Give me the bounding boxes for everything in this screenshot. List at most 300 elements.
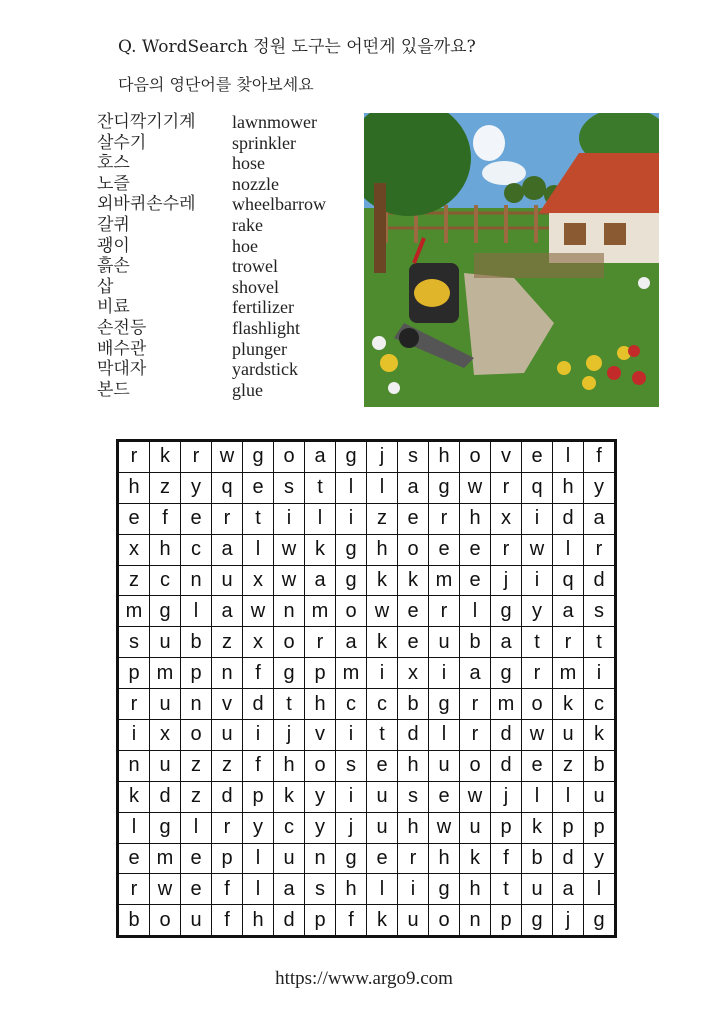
grid-cell[interactable]: h: [119, 473, 149, 503]
grid-cell[interactable]: r: [181, 442, 211, 472]
grid-cell[interactable]: e: [460, 566, 490, 596]
grid-cell[interactable]: z: [181, 782, 211, 812]
grid-cell[interactable]: e: [181, 504, 211, 534]
grid-cell[interactable]: a: [274, 874, 304, 904]
grid-cell[interactable]: s: [274, 473, 304, 503]
grid-cell[interactable]: a: [584, 504, 614, 534]
grid-cell[interactable]: k: [398, 566, 428, 596]
grid-cell[interactable]: u: [150, 689, 180, 719]
korean-word: 배수관: [97, 338, 147, 359]
grid-cell[interactable]: k: [150, 442, 180, 472]
grid-cell[interactable]: o: [522, 689, 552, 719]
grid-cell[interactable]: r: [119, 442, 149, 472]
grid-cell[interactable]: u: [150, 627, 180, 657]
grid-cell[interactable]: u: [212, 720, 242, 750]
grid-cell[interactable]: g: [274, 658, 304, 688]
grid-cell[interactable]: u: [398, 905, 428, 935]
word-item: [97, 236, 326, 257]
grid-cell[interactable]: v: [491, 442, 521, 472]
grid-cell[interactable]: s: [119, 627, 149, 657]
grid-cell[interactable]: w: [212, 442, 242, 472]
english-word: lawnmower: [232, 112, 317, 132]
grid-cell[interactable]: e: [367, 844, 397, 874]
word-item: [97, 277, 326, 298]
grid-cell[interactable]: r: [553, 627, 583, 657]
grid-cell[interactable]: l: [119, 813, 149, 843]
grid-cell[interactable]: i: [243, 720, 273, 750]
grid-cell[interactable]: h: [274, 751, 304, 781]
grid-cell[interactable]: q: [212, 473, 242, 503]
grid-cell[interactable]: o: [305, 751, 335, 781]
grid-cell[interactable]: w: [460, 782, 490, 812]
grid-cell[interactable]: d: [491, 751, 521, 781]
grid-cell[interactable]: h: [398, 813, 428, 843]
english-word: shovel: [232, 276, 279, 297]
grid-cell[interactable]: p: [491, 905, 521, 935]
grid-cell[interactable]: m: [429, 566, 459, 596]
grid-cell[interactable]: t: [367, 720, 397, 750]
grid-cell[interactable]: o: [336, 596, 366, 626]
grid-cell[interactable]: k: [305, 535, 335, 565]
grid-cell[interactable]: m: [150, 844, 180, 874]
grid-cell[interactable]: l: [553, 442, 583, 472]
korean-word: 비료: [97, 297, 130, 318]
grid-cell[interactable]: r: [460, 720, 490, 750]
grid-cell[interactable]: k: [553, 689, 583, 719]
grid-cell[interactable]: l: [553, 535, 583, 565]
grid-cell[interactable]: k: [274, 782, 304, 812]
word-search-grid: [116, 439, 617, 938]
grid-cell[interactable]: s: [398, 782, 428, 812]
grid-cell[interactable]: i: [522, 504, 552, 534]
english-word: glue: [232, 379, 263, 400]
grid-cell[interactable]: d: [212, 782, 242, 812]
grid-cell[interactable]: f: [150, 504, 180, 534]
grid-cell[interactable]: t: [584, 627, 614, 657]
grid-cell[interactable]: u: [150, 751, 180, 781]
grid-cell[interactable]: k: [367, 566, 397, 596]
grid-cell[interactable]: y: [522, 596, 552, 626]
grid-cell[interactable]: f: [212, 874, 242, 904]
grid-cell[interactable]: w: [429, 813, 459, 843]
grid-cell[interactable]: k: [460, 844, 490, 874]
grid-cell[interactable]: g: [429, 689, 459, 719]
korean-word: 삽: [97, 276, 114, 297]
grid-cell[interactable]: z: [150, 473, 180, 503]
grid-cell[interactable]: e: [243, 473, 273, 503]
grid-cell[interactable]: k: [119, 782, 149, 812]
grid-cell[interactable]: q: [522, 473, 552, 503]
grid-cell[interactable]: i: [336, 720, 366, 750]
grid-cell[interactable]: i: [336, 782, 366, 812]
grid-cell[interactable]: r: [119, 874, 149, 904]
grid-cell[interactable]: x: [491, 504, 521, 534]
grid-cell[interactable]: g: [522, 905, 552, 935]
grid-cell[interactable]: h: [460, 504, 490, 534]
grid-cell[interactable]: l: [336, 473, 366, 503]
grid-cell[interactable]: h: [429, 442, 459, 472]
grid-cell[interactable]: t: [491, 874, 521, 904]
grid-cell[interactable]: u: [367, 782, 397, 812]
garden-illustration: [364, 113, 659, 407]
english-word: wheelbarrow: [232, 194, 326, 215]
grid-cell[interactable]: e: [429, 535, 459, 565]
grid-cell[interactable]: g: [429, 874, 459, 904]
grid-cell[interactable]: u: [460, 813, 490, 843]
grid-cell[interactable]: m: [119, 596, 149, 626]
grid-cell[interactable]: b: [181, 627, 211, 657]
grid-cell[interactable]: g: [491, 658, 521, 688]
grid-cell[interactable]: y: [243, 813, 273, 843]
grid-cell[interactable]: a: [553, 596, 583, 626]
grid-cell[interactable]: g: [336, 566, 366, 596]
grid-cell[interactable]: z: [212, 627, 242, 657]
grid-cell[interactable]: d: [274, 905, 304, 935]
grid-cell[interactable]: i: [336, 504, 366, 534]
grid-cell[interactable]: h: [460, 874, 490, 904]
grid-cell[interactable]: c: [274, 813, 304, 843]
grid-cell[interactable]: l: [522, 782, 552, 812]
grid-cell[interactable]: i: [584, 658, 614, 688]
grid-cell[interactable]: u: [429, 627, 459, 657]
grid-cell[interactable]: p: [243, 782, 273, 812]
grid-cell[interactable]: g: [491, 596, 521, 626]
english-word: flashlight: [232, 317, 300, 338]
grid-cell[interactable]: r: [119, 689, 149, 719]
grid-cell[interactable]: z: [119, 566, 149, 596]
english-word: rake: [232, 214, 263, 235]
grid-cell[interactable]: q: [553, 566, 583, 596]
grid-cell[interactable]: u: [584, 782, 614, 812]
grid-cell[interactable]: d: [398, 720, 428, 750]
grid-cell[interactable]: j: [274, 720, 304, 750]
grid-cell[interactable]: f: [243, 751, 273, 781]
grid-cell[interactable]: t: [305, 473, 335, 503]
grid-cell[interactable]: a: [305, 442, 335, 472]
grid-cell[interactable]: g: [584, 905, 614, 935]
word-item: [97, 380, 326, 401]
grid-cell[interactable]: r: [522, 658, 552, 688]
grid-cell[interactable]: l: [181, 596, 211, 626]
grid-cell[interactable]: p: [305, 905, 335, 935]
grid-cell[interactable]: u: [367, 813, 397, 843]
grid-cell[interactable]: o: [429, 905, 459, 935]
grid-cell[interactable]: k: [367, 905, 397, 935]
grid-cell[interactable]: w: [243, 596, 273, 626]
grid-cell[interactable]: n: [305, 844, 335, 874]
grid-cell[interactable]: r: [491, 535, 521, 565]
grid-cell[interactable]: d: [491, 720, 521, 750]
grid-cell[interactable]: r: [212, 504, 242, 534]
grid-cell[interactable]: u: [212, 566, 242, 596]
grid-cell[interactable]: s: [336, 751, 366, 781]
english-word: fertilizer: [232, 297, 294, 318]
grid-cell[interactable]: f: [212, 905, 242, 935]
grid-cell[interactable]: a: [305, 566, 335, 596]
grid-cell[interactable]: s: [398, 442, 428, 472]
korean-word: 손전등: [97, 317, 147, 338]
word-item: [97, 133, 326, 154]
grid-cell[interactable]: x: [243, 566, 273, 596]
grid-cell[interactable]: z: [553, 751, 583, 781]
word-item: [97, 297, 326, 318]
grid-cell[interactable]: i: [429, 658, 459, 688]
korean-word: 본드: [97, 379, 130, 400]
grid-cell[interactable]: a: [212, 596, 242, 626]
grid-cell[interactable]: g: [150, 596, 180, 626]
grid-cell[interactable]: a: [336, 627, 366, 657]
word-item: [97, 339, 326, 360]
grid-cell[interactable]: u: [553, 720, 583, 750]
grid-cell[interactable]: k: [367, 627, 397, 657]
grid-cell[interactable]: t: [243, 504, 273, 534]
grid-cell[interactable]: l: [584, 874, 614, 904]
korean-word: 괭이: [97, 235, 130, 256]
grid-cell[interactable]: e: [367, 751, 397, 781]
grid-cell[interactable]: l: [367, 473, 397, 503]
grid-cell[interactable]: j: [491, 782, 521, 812]
grid-cell[interactable]: z: [181, 751, 211, 781]
grid-cell[interactable]: c: [584, 689, 614, 719]
grid-cell[interactable]: d: [553, 504, 583, 534]
grid-cell[interactable]: r: [584, 535, 614, 565]
grid-cell[interactable]: x: [150, 720, 180, 750]
grid-cell[interactable]: a: [398, 473, 428, 503]
grid-cell[interactable]: l: [243, 874, 273, 904]
grid-cell[interactable]: c: [181, 535, 211, 565]
grid-cell[interactable]: o: [150, 905, 180, 935]
korean-word: 잔디깍기기계: [97, 112, 196, 132]
grid-cell[interactable]: k: [584, 720, 614, 750]
korean-word: 살수기: [97, 132, 147, 153]
grid-cell[interactable]: z: [367, 504, 397, 534]
grid-cell[interactable]: m: [553, 658, 583, 688]
grid-cell[interactable]: r: [429, 504, 459, 534]
grid-cell[interactable]: o: [274, 442, 304, 472]
grid-cell[interactable]: p: [305, 658, 335, 688]
english-word: yardstick: [232, 359, 298, 380]
grid-cell[interactable]: e: [119, 504, 149, 534]
grid-cell[interactable]: e: [398, 627, 428, 657]
grid-cell[interactable]: j: [367, 442, 397, 472]
grid-cell[interactable]: i: [119, 720, 149, 750]
grid-cell[interactable]: x: [398, 658, 428, 688]
english-word: trowel: [232, 256, 278, 277]
grid-cell[interactable]: l: [181, 813, 211, 843]
grid-cell[interactable]: b: [522, 844, 552, 874]
grid-cell[interactable]: n: [181, 566, 211, 596]
word-item: [97, 359, 326, 380]
grid-cell[interactable]: p: [212, 844, 242, 874]
grid-cell[interactable]: t: [522, 627, 552, 657]
grid-cell[interactable]: g: [150, 813, 180, 843]
grid-cell[interactable]: l: [367, 874, 397, 904]
grid-cell[interactable]: g: [429, 473, 459, 503]
grid-cell[interactable]: d: [150, 782, 180, 812]
grid-cell[interactable]: e: [429, 782, 459, 812]
grid-cell[interactable]: m: [491, 689, 521, 719]
grid-cell[interactable]: v: [212, 689, 242, 719]
grid-cell[interactable]: y: [305, 782, 335, 812]
grid-cell[interactable]: h: [553, 473, 583, 503]
grid-cell[interactable]: e: [398, 596, 428, 626]
grid-cell[interactable]: d: [553, 844, 583, 874]
grid-cell[interactable]: x: [243, 627, 273, 657]
grid-cell[interactable]: w: [522, 720, 552, 750]
grid-cell[interactable]: p: [584, 813, 614, 843]
grid-cell[interactable]: m: [305, 596, 335, 626]
english-word: hoe: [232, 235, 258, 256]
grid-cell[interactable]: r: [491, 473, 521, 503]
grid-cell[interactable]: n: [274, 596, 304, 626]
grid-cell[interactable]: b: [460, 627, 490, 657]
grid-cell[interactable]: a: [212, 535, 242, 565]
grid-cell[interactable]: a: [491, 627, 521, 657]
grid-cell[interactable]: f: [243, 658, 273, 688]
grid-cell[interactable]: f: [584, 442, 614, 472]
grid-cell[interactable]: w: [150, 874, 180, 904]
grid-cell[interactable]: g: [336, 844, 366, 874]
grid-cell[interactable]: w: [274, 566, 304, 596]
grid-cell[interactable]: u: [274, 844, 304, 874]
grid-cell[interactable]: n: [460, 905, 490, 935]
grid-cell[interactable]: o: [460, 751, 490, 781]
grid-cell[interactable]: r: [429, 596, 459, 626]
grid-cell[interactable]: j: [336, 813, 366, 843]
grid-cell[interactable]: r: [398, 844, 428, 874]
grid-cell[interactable]: e: [181, 844, 211, 874]
grid-cell[interactable]: l: [305, 504, 335, 534]
grid-cell[interactable]: h: [367, 535, 397, 565]
grid-cell[interactable]: e: [181, 874, 211, 904]
grid-cell[interactable]: l: [429, 720, 459, 750]
grid-cell[interactable]: h: [429, 844, 459, 874]
grid-cell[interactable]: r: [212, 813, 242, 843]
grid-cell[interactable]: l: [460, 596, 490, 626]
grid-cell[interactable]: y: [181, 473, 211, 503]
grid-cell[interactable]: o: [274, 627, 304, 657]
grid-cell[interactable]: i: [367, 658, 397, 688]
grid-cell[interactable]: c: [336, 689, 366, 719]
word-item: [97, 318, 326, 339]
grid-cell[interactable]: n: [212, 658, 242, 688]
grid-cell[interactable]: a: [460, 658, 490, 688]
grid-cell[interactable]: h: [398, 751, 428, 781]
grid-cell[interactable]: u: [181, 905, 211, 935]
english-word: hose: [232, 153, 265, 174]
grid-cell[interactable]: o: [181, 720, 211, 750]
grid-cell[interactable]: n: [119, 751, 149, 781]
grid-cell[interactable]: d: [243, 689, 273, 719]
grid-cell[interactable]: b: [584, 751, 614, 781]
grid-cell[interactable]: h: [336, 874, 366, 904]
grid-cell[interactable]: s: [305, 874, 335, 904]
grid-cell[interactable]: p: [181, 658, 211, 688]
grid-cell[interactable]: h: [243, 905, 273, 935]
grid-cell[interactable]: x: [119, 535, 149, 565]
grid-cell[interactable]: f: [491, 844, 521, 874]
grid-cell[interactable]: t: [274, 689, 304, 719]
word-item: [97, 153, 326, 174]
grid-cell[interactable]: i: [274, 504, 304, 534]
grid-cell[interactable]: b: [398, 689, 428, 719]
grid-cell[interactable]: l: [243, 844, 273, 874]
footer-url: https://www.argo9.com: [275, 968, 453, 989]
grid-cell[interactable]: g: [336, 535, 366, 565]
grid-cell[interactable]: z: [212, 751, 242, 781]
grid-cell[interactable]: b: [119, 905, 149, 935]
grid-cell[interactable]: a: [553, 874, 583, 904]
grid-cell[interactable]: p: [491, 813, 521, 843]
grid-cell[interactable]: r: [305, 627, 335, 657]
grid-cell[interactable]: i: [398, 874, 428, 904]
korean-word: 노즐: [97, 173, 130, 194]
korean-word: 흙손: [97, 256, 130, 277]
grid-cell[interactable]: g: [243, 442, 273, 472]
grid-cell[interactable]: h: [150, 535, 180, 565]
grid-cell[interactable]: g: [336, 442, 366, 472]
grid-cell[interactable]: r: [460, 689, 490, 719]
grid-cell[interactable]: e: [460, 535, 490, 565]
grid-cell[interactable]: s: [584, 596, 614, 626]
grid-cell[interactable]: v: [305, 720, 335, 750]
grid-cell[interactable]: f: [336, 905, 366, 935]
grid-cell[interactable]: n: [181, 689, 211, 719]
grid-cell[interactable]: k: [522, 813, 552, 843]
grid-cell[interactable]: w: [274, 535, 304, 565]
question-title: Q. WordSearch 정원 도구는 어떤게 있을까요?: [118, 37, 476, 57]
grid-cell[interactable]: h: [305, 689, 335, 719]
grid-cell[interactable]: p: [119, 658, 149, 688]
korean-word: 호스: [97, 153, 130, 174]
grid-cell[interactable]: j: [491, 566, 521, 596]
grid-cell[interactable]: c: [150, 566, 180, 596]
grid-cell[interactable]: w: [522, 535, 552, 565]
grid-cell[interactable]: o: [460, 442, 490, 472]
grid-cell[interactable]: y: [584, 844, 614, 874]
instruction: 다음의 영단어를 찾아보세요: [118, 75, 314, 94]
grid-cell[interactable]: i: [522, 566, 552, 596]
grid-cell[interactable]: l: [553, 782, 583, 812]
grid-cell[interactable]: m: [336, 658, 366, 688]
grid-cell[interactable]: m: [150, 658, 180, 688]
grid-cell[interactable]: u: [429, 751, 459, 781]
english-word: nozzle: [232, 173, 279, 194]
grid-cell[interactable]: y: [305, 813, 335, 843]
grid-cell[interactable]: y: [584, 473, 614, 503]
word-item: [97, 174, 326, 195]
grid-cell[interactable]: p: [553, 813, 583, 843]
grid-cell[interactable]: c: [367, 689, 397, 719]
korean-word: 막대자: [97, 359, 147, 380]
grid-cell[interactable]: j: [553, 905, 583, 935]
word-list: [97, 112, 326, 400]
word-item: [97, 112, 326, 133]
grid-cell[interactable]: w: [460, 473, 490, 503]
grid-cell[interactable]: o: [398, 535, 428, 565]
english-word: plunger: [232, 338, 287, 359]
grid-cell[interactable]: d: [584, 566, 614, 596]
grid-cell[interactable]: w: [367, 596, 397, 626]
grid-cell[interactable]: u: [522, 874, 552, 904]
grid-cell[interactable]: e: [398, 504, 428, 534]
grid-cell[interactable]: e: [119, 844, 149, 874]
grid-cell[interactable]: e: [522, 751, 552, 781]
word-item: [97, 256, 326, 277]
grid-cell[interactable]: l: [243, 535, 273, 565]
korean-word: 외바퀴손수레: [97, 194, 196, 215]
grid-cell[interactable]: e: [522, 442, 552, 472]
